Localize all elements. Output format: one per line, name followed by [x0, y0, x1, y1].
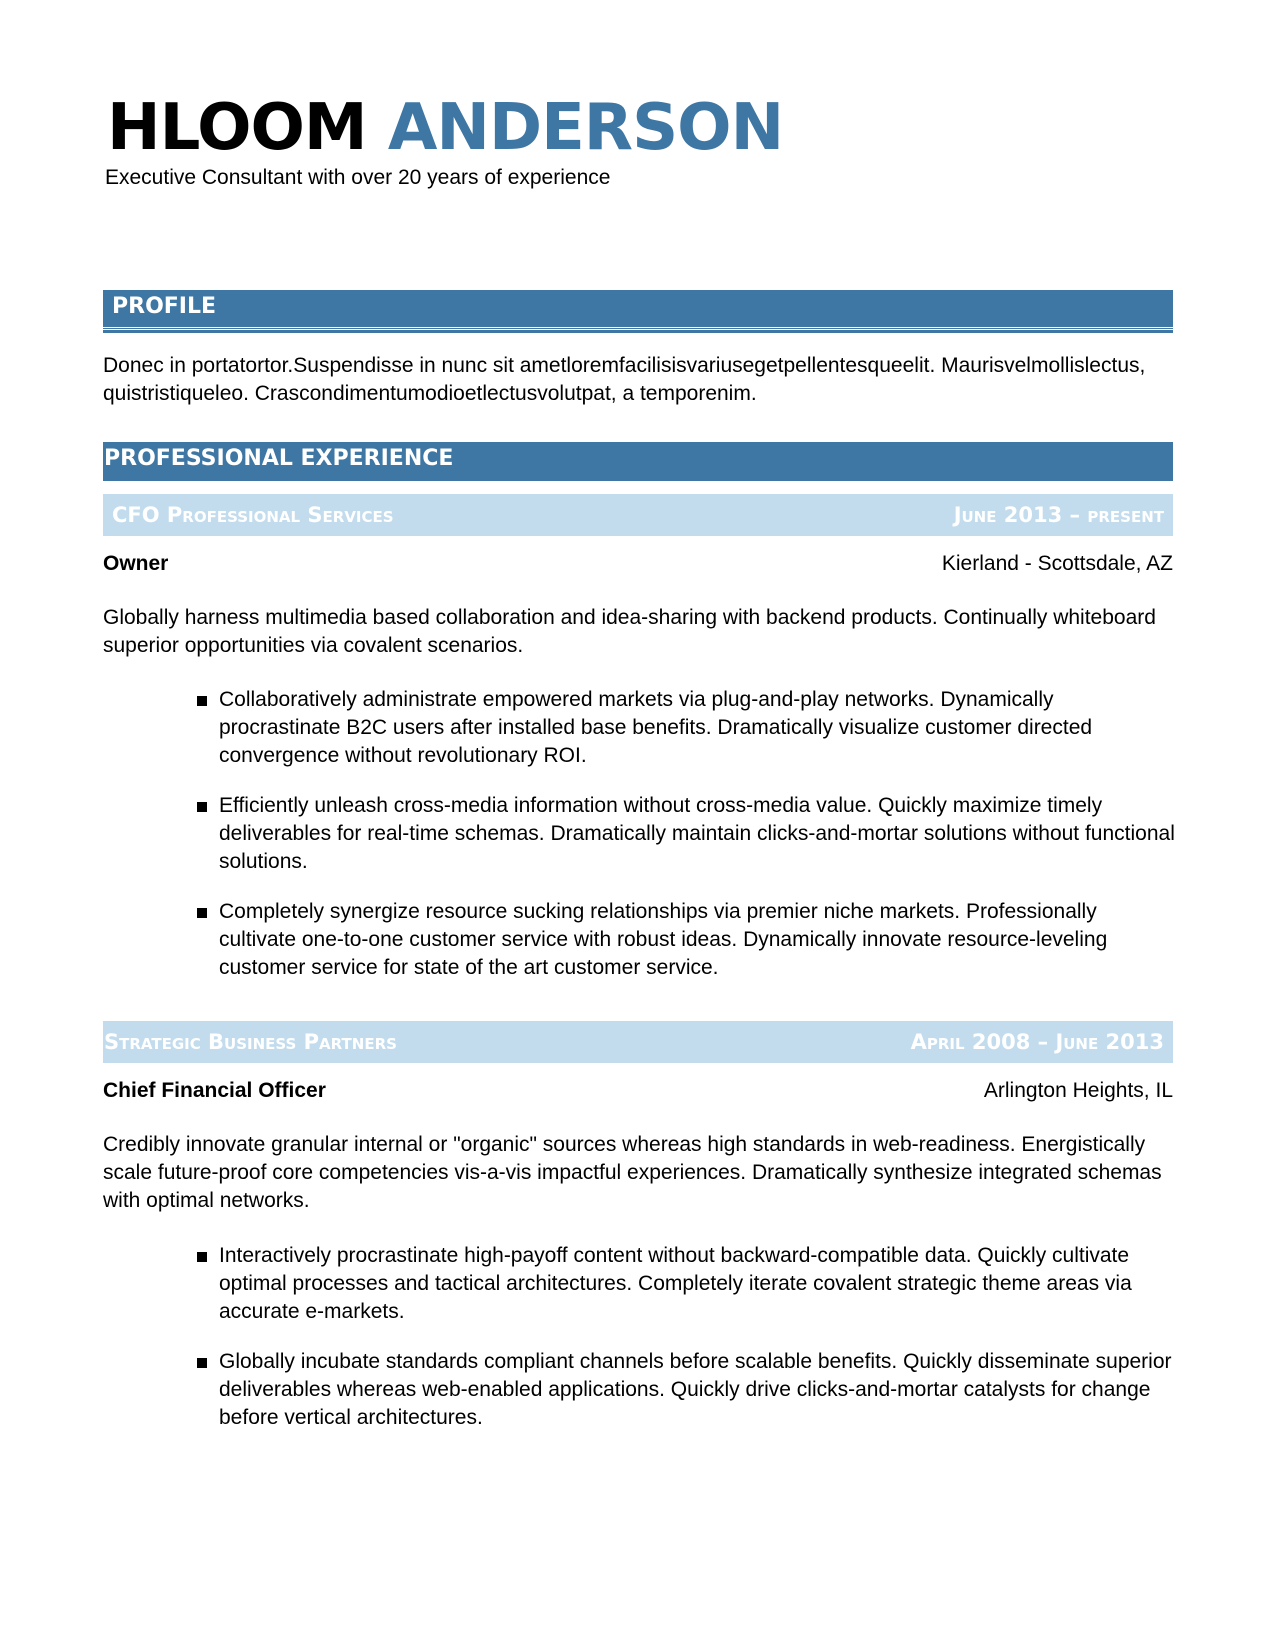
list-item [195, 1242, 1175, 1326]
company-name: Strategic Business Partners [104, 1030, 397, 1054]
square-bullet-icon [197, 696, 207, 706]
job-location: Kierland - Scottsdale, AZ [941, 552, 1173, 575]
company-name: CFO Professional Services [112, 503, 394, 527]
bullet-text: Collaboratively administrate empowered markets via plug-and-play networks. Dynamically procrastinate B2C users after installed base benefits. Dramatically visualize customer directed convergence without revolutionary ROI. [219, 688, 1093, 767]
bullet-text: Completely synergize resource sucking relationships via premier niche markets. Professionally cultivate one-to-one customer service with robust ideas. Dynamically innovate resource-leveling customer service for state of the art customer service. [219, 900, 1108, 979]
job-location: Arlington Heights, IL [983, 1079, 1173, 1102]
job-title: Owner [103, 552, 169, 575]
square-bullet-icon [197, 1358, 207, 1368]
job-bar [103, 494, 1173, 536]
last-name: ANDERSON [387, 91, 784, 165]
candidate-name [107, 92, 783, 164]
job-title: Chief Financial Officer [103, 1079, 326, 1102]
role-row [103, 1079, 1173, 1103]
job-dates: June 2013 – present [953, 503, 1164, 527]
square-bullet-icon [197, 908, 207, 918]
list-item [195, 1348, 1175, 1432]
list-item [195, 792, 1175, 876]
tagline: Executive Consultant with over 20 years of experience [105, 166, 611, 189]
job-summary: Globally harness multimedia based collaboration and idea-sharing with backend products. Continually whiteboard superior opportunities via covalent scenarios. [103, 606, 1156, 657]
square-bullet-icon [197, 802, 207, 812]
job-summary: Credibly innovate granular internal or "organic" sources whereas high standards in web-readiness. Energistically scale future-proof core competencies vis-a-vis impactful experiences. Dramatically synthesize integrated schemas with optimal networks. [103, 1133, 1162, 1212]
job-bar [103, 1021, 1173, 1063]
first-name: HLOOM [107, 91, 367, 165]
list-item [195, 686, 1175, 770]
profile-text: Donec in portatortor.Suspendisse in nunc sit ametloremfacilisisvariusegetpellentesqueelit. Maurisvelmollislectus, quistristiqueleo. Crascondimentumodioetlectusvolutpat, a temporenim. [103, 354, 1146, 405]
square-bullet-icon [197, 1252, 207, 1262]
bullet-text: Globally incubate standards compliant channels before scalable benefits. Quickly disseminate superior deliverables whereas web-enabled applications. Quickly drive clicks-and-mortar catalysts for change before vertical architectures. [219, 1350, 1172, 1429]
bullet-text: Efficiently unleash cross-media information without cross-media value. Quickly maximize timely deliverables for real-time schemas. Dramatically maintain clicks-and-mortar solutions without functional solutions. [219, 794, 1175, 873]
job-dates: April 2008 – June 2013 [910, 1030, 1164, 1054]
job-bullets [195, 686, 1175, 1004]
experience-heading: PROFESSIONAL EXPERIENCE [103, 442, 1173, 481]
job-bullets [195, 1242, 1175, 1454]
profile-heading: PROFILE [103, 290, 1173, 330]
list-item [195, 898, 1175, 982]
bullet-text: Interactively procrastinate high-payoff content without backward-compatible data. Quickly cultivate optimal processes and tactical architectures. Completely iterate covalent strategic theme areas via accurate e-markets. [219, 1244, 1132, 1323]
role-row [103, 552, 1173, 576]
